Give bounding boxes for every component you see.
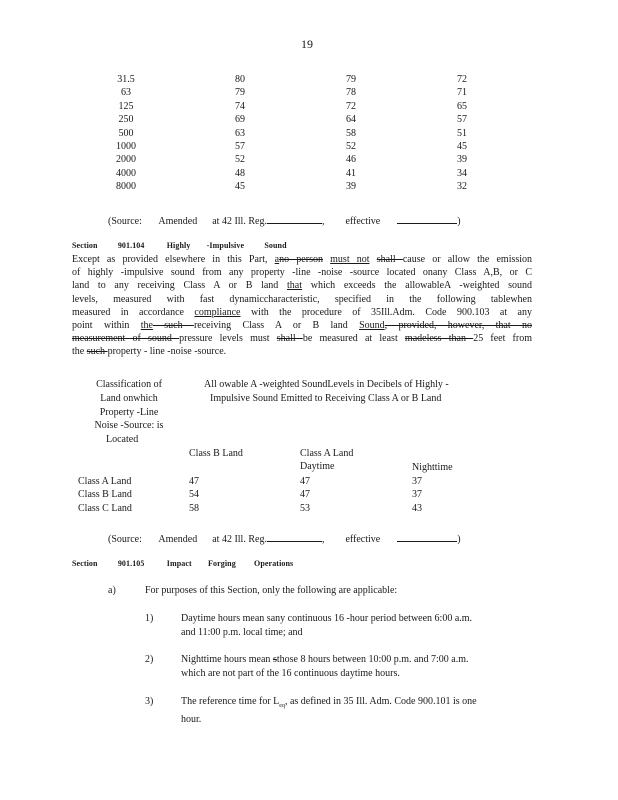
subitem-2-text <box>181 653 468 681</box>
table1-cell: 4000 <box>116 167 136 179</box>
cell-value: 43 <box>412 502 422 514</box>
heading-title-2: Forging <box>208 559 236 568</box>
table2-nighttime-values <box>412 475 422 515</box>
row-label: Class B Land <box>78 489 132 501</box>
section-901-104-heading <box>72 241 287 250</box>
effective-blank <box>397 531 457 542</box>
table1-cell: 64 <box>346 114 356 126</box>
source-register: at 42 Ill. Reg. <box>212 216 267 227</box>
header-line: Noise -Source: is <box>94 420 164 432</box>
table1-cell: 79 <box>235 87 245 99</box>
header-line: All owable A -weighted SoundLevels in Decibels of Highly - <box>204 379 449 390</box>
table1-cell: 63 <box>121 87 131 99</box>
cell-value: 54 <box>189 489 199 501</box>
table1-cell: 72 <box>457 74 467 85</box>
cell-value: 37 <box>412 476 422 487</box>
page-number: 19 <box>301 37 313 51</box>
paragraph-line: land to any receiving Class A or B land that which exceeds the allowableA -weighted sound <box>72 280 532 292</box>
source-register: at 42 Ill. Reg. <box>212 534 267 545</box>
paragraph-line: levels, measured with fast dynamiccharacteristic, specified in the following tablewhen <box>72 293 532 305</box>
source-close: ) <box>457 534 461 545</box>
cell-value: 58 <box>189 502 199 514</box>
col-daytime-label: Daytime <box>300 461 335 473</box>
table1-cell: 48 <box>235 167 245 179</box>
paragraph-line: of highly -impulsive sound from any property -line -noise -source located onany Class A,B, or C <box>72 267 532 279</box>
table1-cell: 46 <box>346 154 356 166</box>
col-class-b: Class B Land <box>189 448 243 459</box>
subitem-line: Daytime hours mean sany continuous 16 -hour period between 6:00 a.m. <box>181 613 473 624</box>
table1-cell: 8000 <box>116 181 136 193</box>
table1-cell: 74 <box>235 100 245 112</box>
subitem-3-marker: 3) <box>145 696 154 707</box>
subitem-3-text <box>181 695 477 727</box>
header-line: Property -Line <box>99 406 159 418</box>
source-note <box>108 531 461 545</box>
table1-cell: 31.5 <box>117 74 135 85</box>
heading-number: 901.104 <box>117 241 145 250</box>
subscript: eq <box>279 703 285 709</box>
header-line: Located <box>106 434 139 446</box>
table1-cell: 57 <box>457 114 467 126</box>
cell-value: 53 <box>300 502 310 514</box>
subitem-line: The reference time for $L_{eq}$, as defined in 35 Ill. Adm. Code 900.101 is one <box>181 696 477 709</box>
table1-cell: 80 <box>235 74 245 85</box>
col-class-a-label: Class A Land <box>300 448 354 459</box>
row-label: Class A Land <box>78 476 132 487</box>
paragraph-line: the such property - line -noise -source. <box>72 346 227 358</box>
table1-cell: 250 <box>118 114 134 126</box>
table1-cell: 2000 <box>116 154 136 166</box>
section-901-105-heading <box>72 559 293 568</box>
heading-number: 901.105 <box>117 559 145 568</box>
heading-title-1: Impact <box>166 559 192 568</box>
item-marker: a) <box>108 585 116 596</box>
subitem-line: and 11:00 p.m. local time; and <box>181 627 303 638</box>
table1-cell: 58 <box>346 127 356 139</box>
table1-cell: 52 <box>235 154 245 166</box>
table1-cell: 72 <box>346 100 356 112</box>
cell-value: 37 <box>412 489 422 501</box>
table1-column-3 <box>333 73 369 194</box>
paragraph-line: point within the such receiving Class A or B land Sound, provided, however, that no <box>72 320 532 332</box>
table1-cell: 45 <box>235 181 245 193</box>
cell-value: 47 <box>300 476 310 487</box>
table2-daytime-values <box>300 475 310 515</box>
table1-cell: 39 <box>457 154 467 166</box>
paragraph-line: measured in accordance compliance with the procedure of 35Ill.Adm. Code 900.103 at any <box>72 306 532 318</box>
table1-cell: 51 <box>457 127 467 139</box>
source-comma: , <box>321 216 325 227</box>
table1-cell: 125 <box>118 100 134 112</box>
cell-value: 47 <box>300 489 310 501</box>
register-blank <box>267 213 322 224</box>
table1-cell: 32 <box>457 181 467 193</box>
source-effective: effective <box>345 534 381 545</box>
table1-cell: 39 <box>346 181 356 193</box>
table1-cell: 57 <box>235 141 245 153</box>
item-a-text: For purposes of this Section, only the following are applicable: <box>145 585 398 596</box>
table1-cell: 1000 <box>116 141 136 153</box>
source-amended: Amended <box>158 216 198 227</box>
header-line: Classification of <box>96 379 162 390</box>
cell-value: 47 <box>189 476 199 487</box>
table1-cell: 45 <box>457 141 467 153</box>
source-note <box>108 213 461 227</box>
source-amended: Amended <box>158 534 198 545</box>
header-line: Land onwhich <box>100 392 158 404</box>
table1-column-frequency <box>108 73 144 194</box>
col-class-a <box>300 447 353 474</box>
table2-class-b-values <box>189 475 199 515</box>
subitem-1-text <box>181 612 472 640</box>
col-nighttime: Nighttime <box>412 462 453 473</box>
subitem-line: hour. <box>181 714 202 725</box>
table1-cell: 52 <box>346 141 356 153</box>
heading-title-3: Operations <box>254 559 294 568</box>
table1-cell: 78 <box>346 87 356 99</box>
register-blank <box>267 531 322 542</box>
paragraph-line: measurement of sound pressure levels must shall be measured at least madeless than 25 feet from <box>72 333 532 345</box>
table1-cell: 79 <box>346 74 356 85</box>
allowable-levels-header <box>204 378 449 406</box>
classification-header <box>84 378 174 447</box>
item-a <box>108 584 116 598</box>
subitem-line: Nighttime hours mean sthose 8 hours between 10:00 p.m. and 7:00 a.m. <box>181 654 469 665</box>
row-label: Class C Land <box>78 502 132 514</box>
table1-cell: 500 <box>118 127 134 139</box>
table2-row-labels <box>78 475 132 515</box>
source-label: (Source: <box>108 534 142 545</box>
table1-cell: 71 <box>457 87 467 99</box>
section-901-104-paragraph <box>72 253 532 359</box>
heading-title-3: Sound <box>264 241 287 250</box>
table1-cell: 41 <box>346 167 356 179</box>
heading-word: Section <box>72 241 98 250</box>
table1-column-2 <box>222 73 258 194</box>
paragraph-line: Except as provided elsewhere in this Part, ano person must not shall cause or allow the emission <box>72 254 533 265</box>
heading-word: Section <box>72 559 98 568</box>
source-label: (Source: <box>108 216 142 227</box>
source-comma: , <box>321 534 325 545</box>
table1-column-4 <box>444 73 480 194</box>
effective-blank <box>397 213 457 224</box>
heading-title-1: Highly <box>166 241 191 250</box>
heading-title-2: -Impulsive <box>206 241 245 250</box>
source-close: ) <box>457 216 461 227</box>
table1-cell: 69 <box>235 114 245 126</box>
subitem-line: which are not part of the 16 continuous daytime hours. <box>181 668 400 679</box>
source-effective: effective <box>345 216 381 227</box>
table1-cell: 63 <box>235 127 245 139</box>
header-line: Impulsive Sound Emitted to Receiving Class A or B Land <box>210 392 442 404</box>
table1-cell: 65 <box>457 100 467 112</box>
subitem-2-marker: 2) <box>145 654 154 665</box>
subitem-1-marker: 1) <box>145 613 154 624</box>
table1-cell: 34 <box>457 167 467 179</box>
